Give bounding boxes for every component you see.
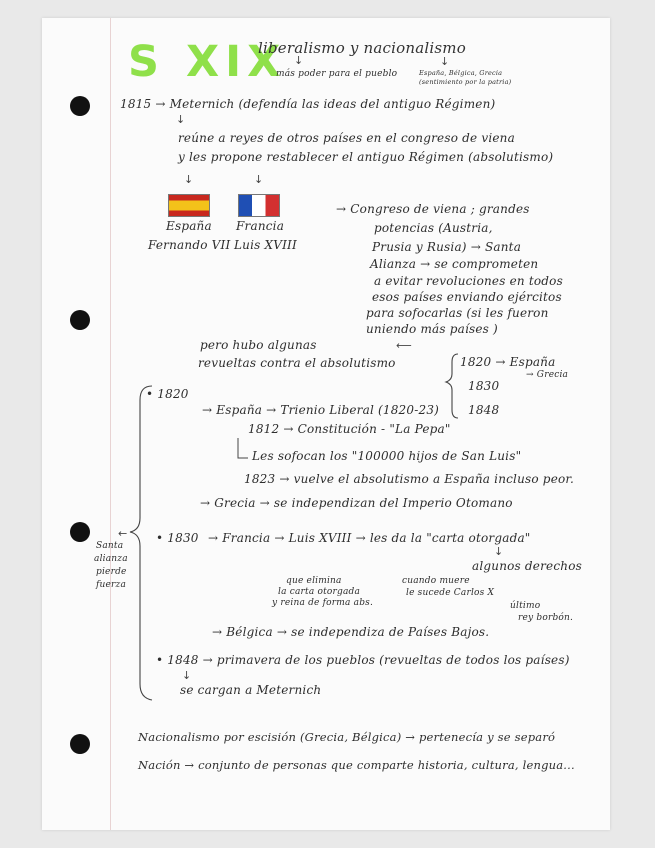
- down-arrow-icon: ↓: [184, 173, 194, 186]
- congreso-line-6: esos países enviando ejércitos: [372, 290, 562, 304]
- revueltas-1820: 1820 → España: [460, 355, 556, 369]
- down-arrow-icon: ↓: [294, 54, 304, 67]
- down-arrow-icon: ↓: [254, 173, 264, 186]
- 1830-line-2: algunos derechos: [472, 559, 582, 573]
- 1830-belgica: → Bélgica → se independiza de Países Bajos.: [212, 625, 490, 639]
- intro-line-1: 1815 → Meternich (defendía las ideas del antiguo Régimen): [120, 97, 496, 111]
- page-title: S XIX: [128, 37, 287, 87]
- left-arrow-icon: ⟵: [396, 339, 412, 352]
- 1830-rey-borbon: rey borbón.: [518, 613, 574, 623]
- congreso-line-1: → Congreso de viena ; grandes: [336, 202, 530, 216]
- side-note-1: Santa: [96, 541, 124, 551]
- year-1830: • 1830: [156, 531, 199, 545]
- note-left: más poder para el pueblo: [276, 69, 398, 79]
- footer-line-2: Nación → conjunto de personas que comparte historia, cultura, lengua...: [138, 758, 575, 772]
- note-right-2: (sentimiento por la patria): [419, 78, 512, 86]
- 1820-line-2: 1812 → Constitución - "La Pepa": [248, 422, 451, 436]
- 1830-ultimo: último: [510, 601, 541, 611]
- 1848-line-1: • 1848 → primavera de los pueblos (revueltas de todos los países): [156, 653, 570, 667]
- down-arrow-icon: ↓: [176, 113, 186, 126]
- side-note-4: fuerza: [96, 580, 127, 590]
- note-right-1: España, Bélgica, Grecia: [419, 69, 503, 77]
- side-note-2: alianza: [94, 554, 128, 564]
- 1830-eliminates-3: y reina de forma abs.: [272, 598, 374, 608]
- revueltas-1830: 1830: [468, 379, 500, 393]
- year-1820-label: 1820: [157, 387, 189, 401]
- down-arrow-icon: ↓: [440, 55, 450, 68]
- congreso-line-5: a evitar revoluciones en todos: [374, 274, 563, 288]
- spain-king: Fernando VII: [148, 238, 231, 252]
- france-king: Luis XVIII: [234, 238, 297, 252]
- congreso-line-7: para sofocarlas (si les fueron: [366, 306, 549, 320]
- revueltas-line-1: pero hubo algunas: [200, 338, 317, 352]
- congreso-line-2: potencias (Austria,: [374, 221, 493, 235]
- year-1830-label: 1830: [167, 531, 199, 545]
- intro-line-2: reúne a reyes de otros países en el congreso de viena: [178, 131, 515, 145]
- spain-label: España: [166, 219, 212, 233]
- france-label: Francia: [236, 219, 285, 233]
- congreso-line-8: uniendo más países ): [366, 322, 498, 336]
- 1848-line-2: se cargan a Meternich: [180, 683, 322, 697]
- 1848-text: 1848 → primavera de los pueblos (revueltas de todos los países): [167, 653, 570, 667]
- 1830-cuando-muere: cuando muere: [402, 576, 470, 586]
- 1830-eliminates: que elimina: [286, 576, 342, 586]
- 1820-line-1: → España → Trienio Liberal (1820-23): [202, 403, 440, 417]
- 1830-carlos-x: le sucede Carlos X: [406, 588, 495, 598]
- 1830-eliminates-2: la carta otorgada: [278, 587, 361, 597]
- revueltas-1848: 1848: [468, 403, 500, 417]
- revueltas-1820-grecia: → Grecia: [526, 370, 569, 380]
- down-arrow-icon: ↓: [494, 545, 504, 558]
- congreso-line-4: Alianza → se comprometen: [370, 257, 539, 271]
- 1820-line-3: Les sofocan los "100000 hijos de San Luis": [252, 449, 522, 463]
- congreso-line-3: Prusia y Rusia) → Santa: [372, 240, 522, 254]
- left-arrow-icon: ←: [118, 527, 128, 540]
- 1830-line-1: → Francia → Luis XVIII → les da la "carta otorgada": [208, 531, 531, 545]
- intro-line-3: y les propone restablecer el antiguo Régimen (absolutismo): [178, 150, 554, 164]
- page-subtitle: liberalismo y nacionalismo: [258, 39, 466, 57]
- 1820-line-4: 1823 → vuelve el absolutismo a España incluso peor.: [244, 472, 575, 486]
- revueltas-line-2: revueltas contra el absolutismo: [198, 356, 396, 370]
- side-note-3: pierde: [96, 567, 127, 577]
- year-1820: • 1820: [146, 387, 189, 401]
- notebook-page: [42, 18, 610, 830]
- footer-line-1: Nacionalismo por escisión (Grecia, Bélgica) → pertenecía y se separó: [138, 730, 556, 744]
- 1820-line-5: → Grecia → se independizan del Imperio Otomano: [200, 496, 513, 510]
- down-arrow-icon: ↓: [182, 669, 192, 682]
